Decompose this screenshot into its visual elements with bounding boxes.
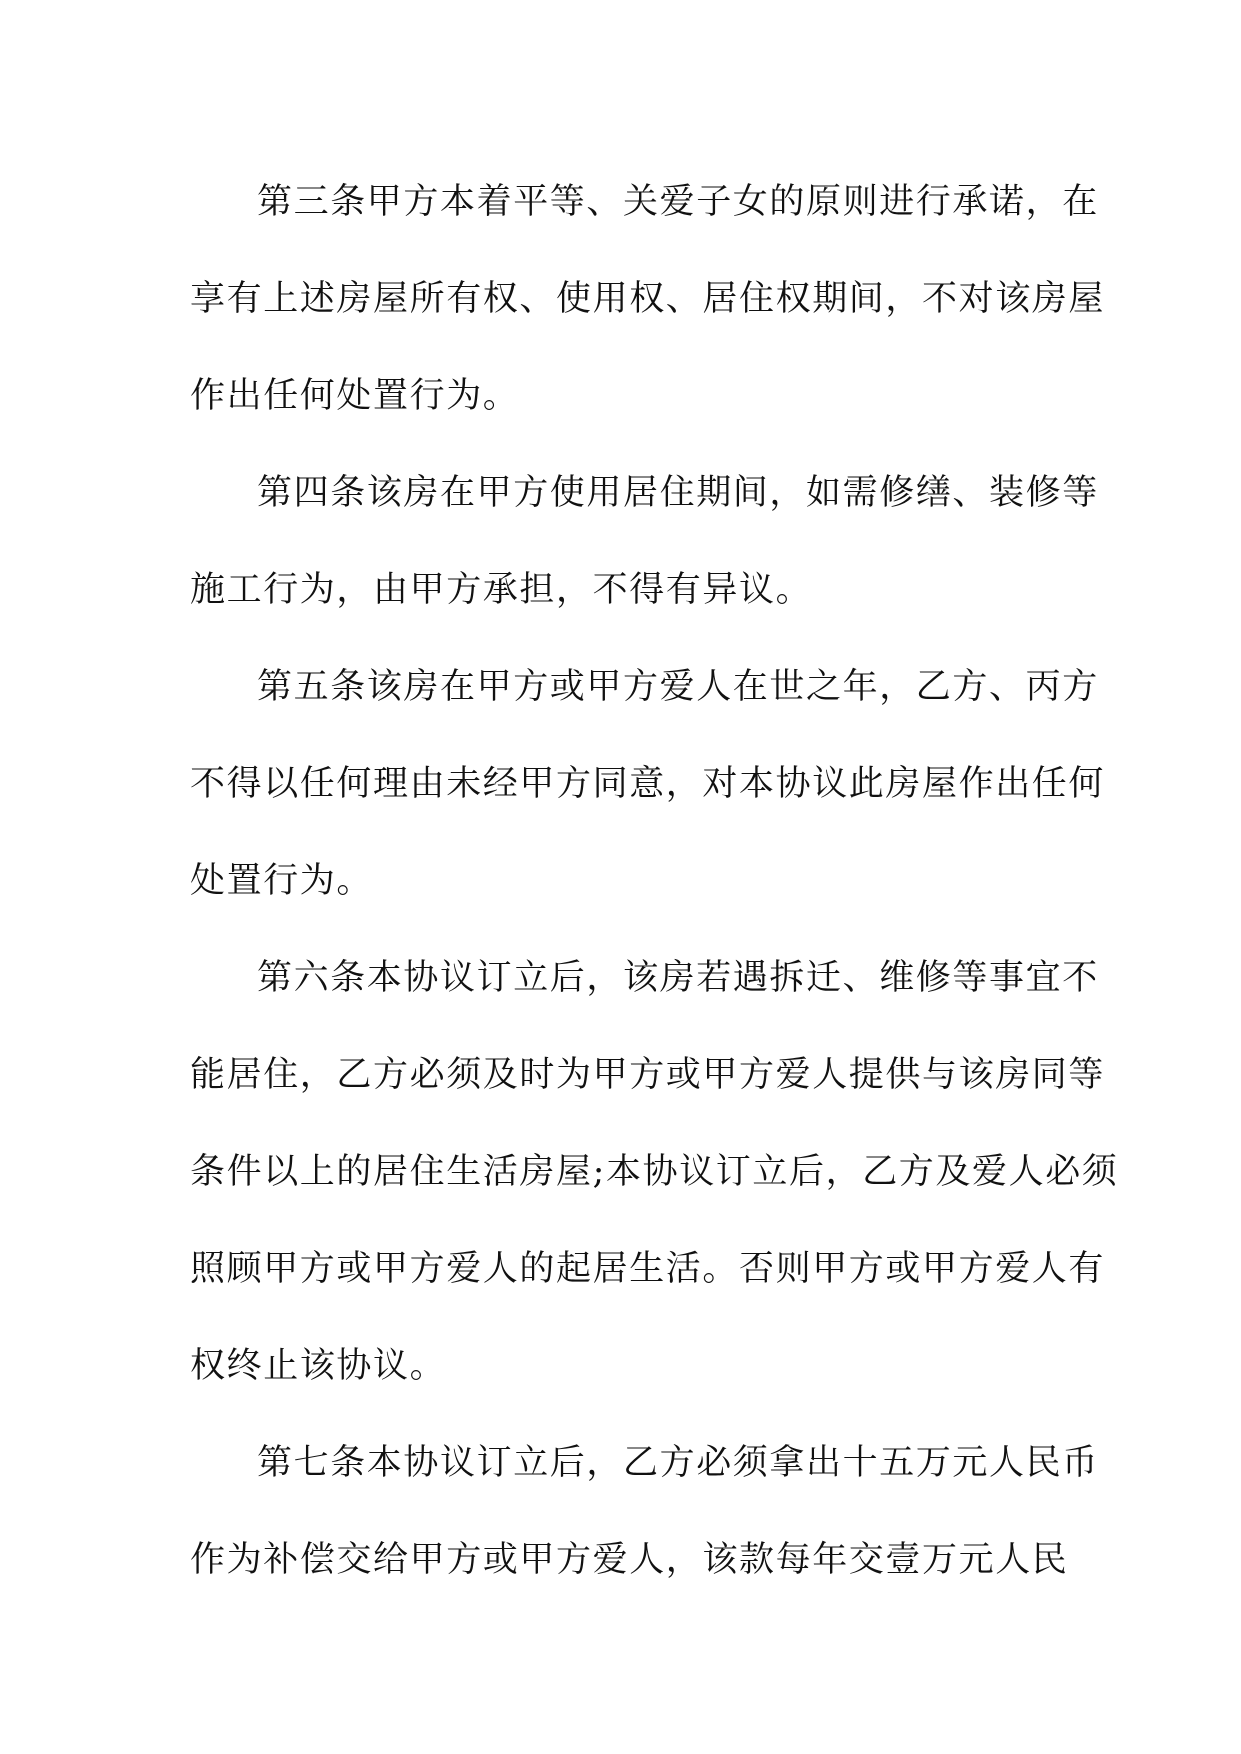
article-6-line-4: 照顾甲方或甲方爱人的起居生活。否则甲方或甲方爱人有 bbox=[190, 1249, 1106, 1289]
article-4-line-2: 施工行为，由甲方承担，不得有异议。 bbox=[190, 570, 813, 610]
article-7-line-2: 作为补偿交给甲方或甲方爱人，该款每年交壹万元人民 bbox=[190, 1540, 1069, 1580]
article-5-line-3: 处置行为。 bbox=[190, 861, 374, 901]
article-6-line-5: 权终止该协议。 bbox=[190, 1346, 447, 1386]
article-7-line-1: 第七条本协议订立后，乙方必须拿出十五万元人民币 bbox=[257, 1443, 1099, 1483]
article-5-line-1: 第五条该房在甲方或甲方爱人在世之年，乙方、丙方 bbox=[257, 667, 1099, 707]
article-4-line-1: 第四条该房在甲方使用居住期间，如需修缮、装修等 bbox=[257, 473, 1099, 513]
article-3-line-2: 享有上述房屋所有权、使用权、居住权期间，不对该房屋 bbox=[190, 279, 1106, 319]
article-6-line-3: 条件以上的居住生活房屋;本协议订立后，乙方及爱人必须 bbox=[190, 1152, 1119, 1192]
article-6-line-2: 能居住，乙方必须及时为甲方或甲方爱人提供与该房同等 bbox=[190, 1055, 1106, 1095]
article-6-line-1: 第六条本协议订立后，该房若遇拆迁、维修等事宜不 bbox=[257, 958, 1099, 998]
article-5-line-2: 不得以任何理由未经甲方同意，对本协议此房屋作出任何 bbox=[190, 764, 1106, 804]
article-3-line-1: 第三条甲方本着平等、关爱子女的原则进行承诺，在 bbox=[257, 182, 1099, 222]
article-3-line-3: 作出任何处置行为。 bbox=[190, 376, 520, 416]
